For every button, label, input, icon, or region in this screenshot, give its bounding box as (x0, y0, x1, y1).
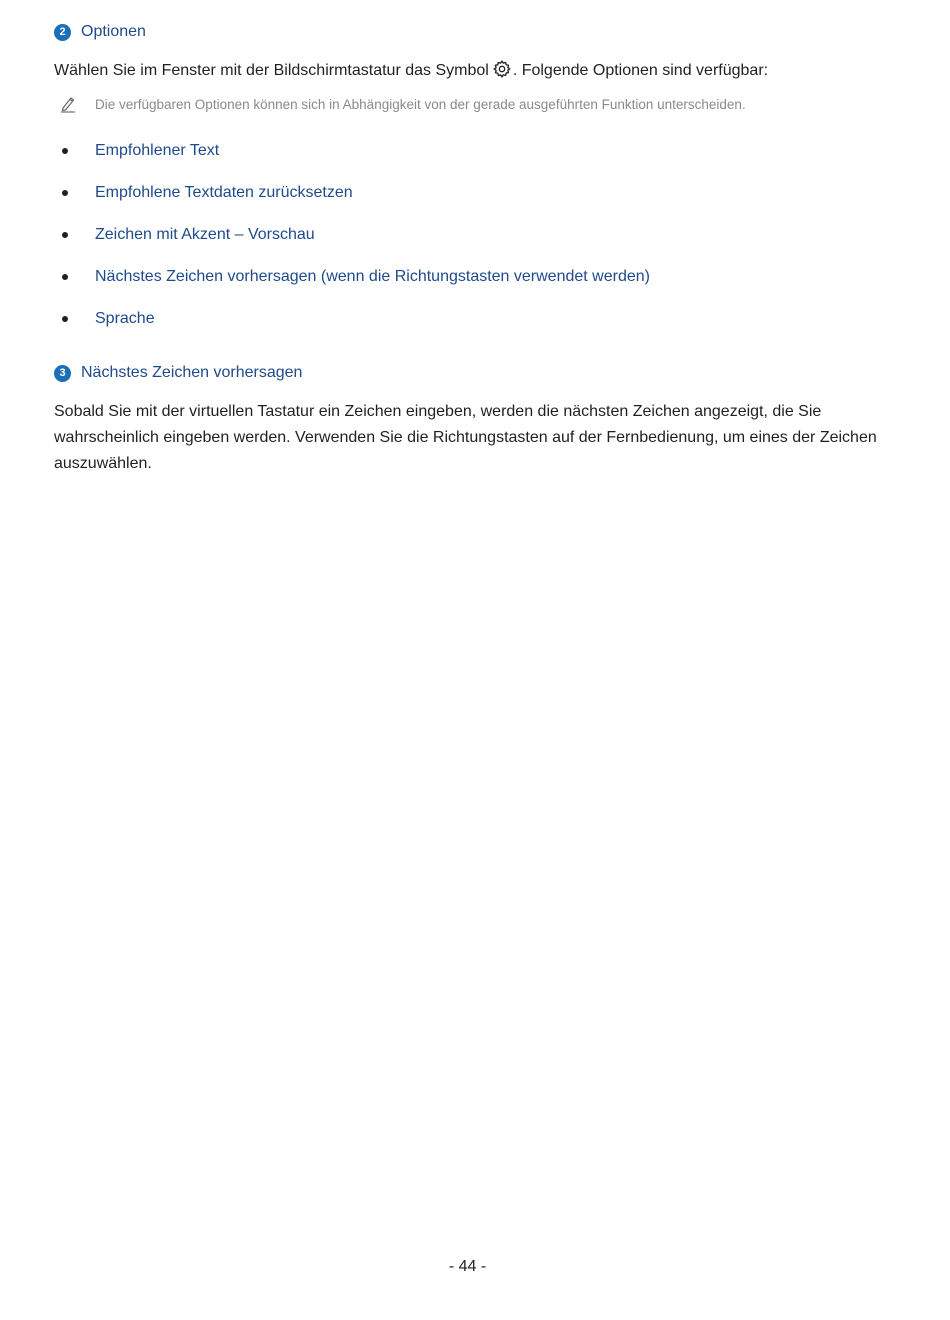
options-list (54, 130, 650, 340)
note (60, 95, 746, 113)
bullet-icon (62, 232, 68, 238)
pencil-note-icon (60, 95, 76, 113)
paragraph-line: Sobald Sie mit der virtuellen Tastatur ein Zeichen eingeben, werden die nächsten Zeichen angezeigt, die Sie (54, 403, 822, 420)
page-number: - 44 - (448, 1258, 487, 1275)
body-paragraph (54, 399, 877, 477)
section-number-badge: 2 (54, 24, 71, 41)
paragraph-line: wahrscheinlich eingeben werden. Verwenden Sie die Richtungstasten auf der Fernbedienung, um eines der Zeichen (54, 429, 877, 446)
list-item (54, 130, 650, 172)
section-number-badge: 3 (54, 365, 71, 382)
section-heading-naechstes-zeichen (54, 362, 302, 384)
gear-icon (492, 59, 512, 79)
bullet-icon (62, 316, 68, 322)
intro-paragraph (54, 58, 768, 84)
intro-text-before: Wählen Sie im Fenster mit der Bildschirmtastatur das Symbol (54, 62, 489, 79)
list-item (54, 214, 650, 256)
intro-text-after: . Folgende Optionen sind verfügbar: (512, 62, 769, 79)
section-heading-optionen (54, 21, 146, 43)
bullet-icon (62, 190, 68, 196)
bullet-icon (62, 148, 68, 154)
option-link[interactable]: Sprache (95, 310, 155, 327)
section-title: Nächstes Zeichen vorhersagen (81, 364, 303, 381)
bullet-icon (62, 274, 68, 280)
option-link[interactable]: Empfohlener Text (95, 142, 220, 159)
list-item (54, 256, 650, 298)
note-text: Die verfügbaren Optionen können sich in Abhängigkeit von der gerade ausgeführten Funktion unterscheiden. (95, 96, 746, 112)
section-title: Optionen (81, 23, 146, 40)
option-link[interactable]: Zeichen mit Akzent – Vorschau (95, 226, 315, 243)
list-item (54, 172, 650, 214)
paragraph-line: auszuwählen. (54, 455, 152, 472)
option-link[interactable]: Empfohlene Textdaten zurücksetzen (95, 184, 353, 201)
list-item (54, 298, 650, 340)
option-link[interactable]: Nächstes Zeichen vorhersagen (wenn die Richtungstasten verwendet werden) (95, 268, 650, 285)
